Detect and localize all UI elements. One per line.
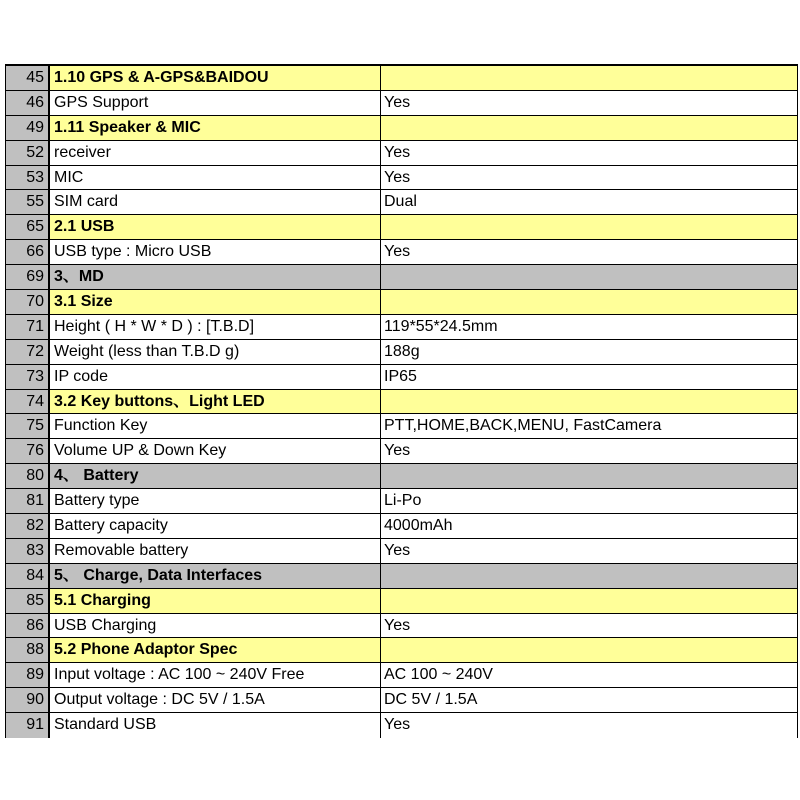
- spec-value: Yes: [381, 614, 798, 638]
- spec-label: SIM card: [50, 190, 381, 214]
- row-number: 90: [6, 688, 50, 712]
- spec-label: GPS Support: [50, 91, 381, 115]
- row-number: 45: [6, 66, 50, 90]
- spec-label: Input voltage : AC 100 ~ 240V Free: [50, 663, 381, 687]
- spec-label: Standard USB: [50, 713, 381, 738]
- row-number: 65: [6, 215, 50, 239]
- row-number: 66: [6, 240, 50, 264]
- major-heading-row: [6, 265, 798, 290]
- row-number: 84: [6, 564, 50, 588]
- major-heading-row: [6, 464, 798, 489]
- major-heading-row: [6, 564, 798, 589]
- table-row: [6, 614, 798, 639]
- row-number: 91: [6, 713, 50, 738]
- table-row: [6, 365, 798, 390]
- table-row: [6, 414, 798, 439]
- spec-value: [381, 390, 798, 414]
- spec-label: 5.2 Phone Adaptor Spec: [50, 638, 381, 662]
- spec-label: IP code: [50, 365, 381, 389]
- spec-value: Yes: [381, 91, 798, 115]
- row-number: 80: [6, 464, 50, 488]
- spec-value: IP65: [381, 365, 798, 389]
- table-row: [6, 91, 798, 116]
- table-row: [6, 141, 798, 166]
- row-number: 69: [6, 265, 50, 289]
- row-number: 88: [6, 638, 50, 662]
- table-row: [6, 315, 798, 340]
- table-row: [6, 713, 798, 738]
- spec-label: 4、 Battery: [50, 464, 381, 488]
- spec-value: Yes: [381, 166, 798, 190]
- row-number: 73: [6, 365, 50, 389]
- spec-value: PTT,HOME,BACK,MENU, FastCamera: [381, 414, 798, 438]
- table-row: [6, 240, 798, 265]
- spec-label: 1.11 Speaker & MIC: [50, 116, 381, 140]
- spec-value: Yes: [381, 539, 798, 563]
- section-heading-row: [6, 638, 798, 663]
- section-heading-row: [6, 589, 798, 614]
- spec-value: [381, 215, 798, 239]
- table-row: [6, 688, 798, 713]
- spec-label: USB Charging: [50, 614, 381, 638]
- spec-value: 188g: [381, 340, 798, 364]
- table-row: [6, 439, 798, 464]
- spec-label: 3.1 Size: [50, 290, 381, 314]
- spec-label: MIC: [50, 166, 381, 190]
- row-number: 85: [6, 589, 50, 613]
- section-heading-row: [6, 66, 798, 91]
- section-heading-row: [6, 290, 798, 315]
- table-row: [6, 663, 798, 688]
- spec-label: Output voltage : DC 5V / 1.5A: [50, 688, 381, 712]
- spec-value: 119*55*24.5mm: [381, 315, 798, 339]
- spec-label: Removable battery: [50, 539, 381, 563]
- spec-value: [381, 265, 798, 289]
- spec-label: 3、MD: [50, 265, 381, 289]
- spec-value: Yes: [381, 713, 798, 738]
- section-heading-row: [6, 215, 798, 240]
- spec-value: 4000mAh: [381, 514, 798, 538]
- spec-label: Height ( H * W * D ) : [T.B.D]: [50, 315, 381, 339]
- spec-value: DC 5V / 1.5A: [381, 688, 798, 712]
- spec-label: Battery capacity: [50, 514, 381, 538]
- row-number: 75: [6, 414, 50, 438]
- spec-label: 5.1 Charging: [50, 589, 381, 613]
- table-row: [6, 190, 798, 215]
- row-number: 52: [6, 141, 50, 165]
- spec-value: AC 100 ~ 240V: [381, 663, 798, 687]
- row-number: 46: [6, 91, 50, 115]
- section-heading-row: [6, 116, 798, 141]
- spec-value: [381, 290, 798, 314]
- row-number: 72: [6, 340, 50, 364]
- spec-label: 3.2 Key buttons、Light LED: [50, 390, 381, 414]
- spec-value: [381, 66, 798, 90]
- spec-value: Dual: [381, 190, 798, 214]
- table-row: [6, 166, 798, 191]
- row-number: 70: [6, 290, 50, 314]
- table-row: [6, 340, 798, 365]
- table-row: [6, 539, 798, 564]
- spec-label: 5、 Charge, Data Interfaces: [50, 564, 381, 588]
- spec-label: Function Key: [50, 414, 381, 438]
- row-number: 53: [6, 166, 50, 190]
- row-number: 89: [6, 663, 50, 687]
- spec-value: Li-Po: [381, 489, 798, 513]
- spec-label: Volume UP & Down Key: [50, 439, 381, 463]
- spec-table: [5, 64, 798, 738]
- row-number: 49: [6, 116, 50, 140]
- table-row: [6, 489, 798, 514]
- row-number: 82: [6, 514, 50, 538]
- row-number: 81: [6, 489, 50, 513]
- section-heading-row: [6, 390, 798, 415]
- spec-value: Yes: [381, 141, 798, 165]
- spec-value: [381, 638, 798, 662]
- spec-label: 1.10 GPS & A-GPS&BAIDOU: [50, 66, 381, 90]
- spec-label: receiver: [50, 141, 381, 165]
- spec-label: Weight (less than T.B.D g): [50, 340, 381, 364]
- spec-label: Battery type: [50, 489, 381, 513]
- spec-value: [381, 564, 798, 588]
- spec-value: Yes: [381, 439, 798, 463]
- row-number: 86: [6, 614, 50, 638]
- row-number: 83: [6, 539, 50, 563]
- table-row: [6, 514, 798, 539]
- row-number: 71: [6, 315, 50, 339]
- row-number: 55: [6, 190, 50, 214]
- spec-value: [381, 589, 798, 613]
- spec-value: [381, 464, 798, 488]
- row-number: 76: [6, 439, 50, 463]
- spec-value: [381, 116, 798, 140]
- spec-label: USB type : Micro USB: [50, 240, 381, 264]
- row-number: 74: [6, 390, 50, 414]
- spec-label: 2.1 USB: [50, 215, 381, 239]
- spec-value: Yes: [381, 240, 798, 264]
